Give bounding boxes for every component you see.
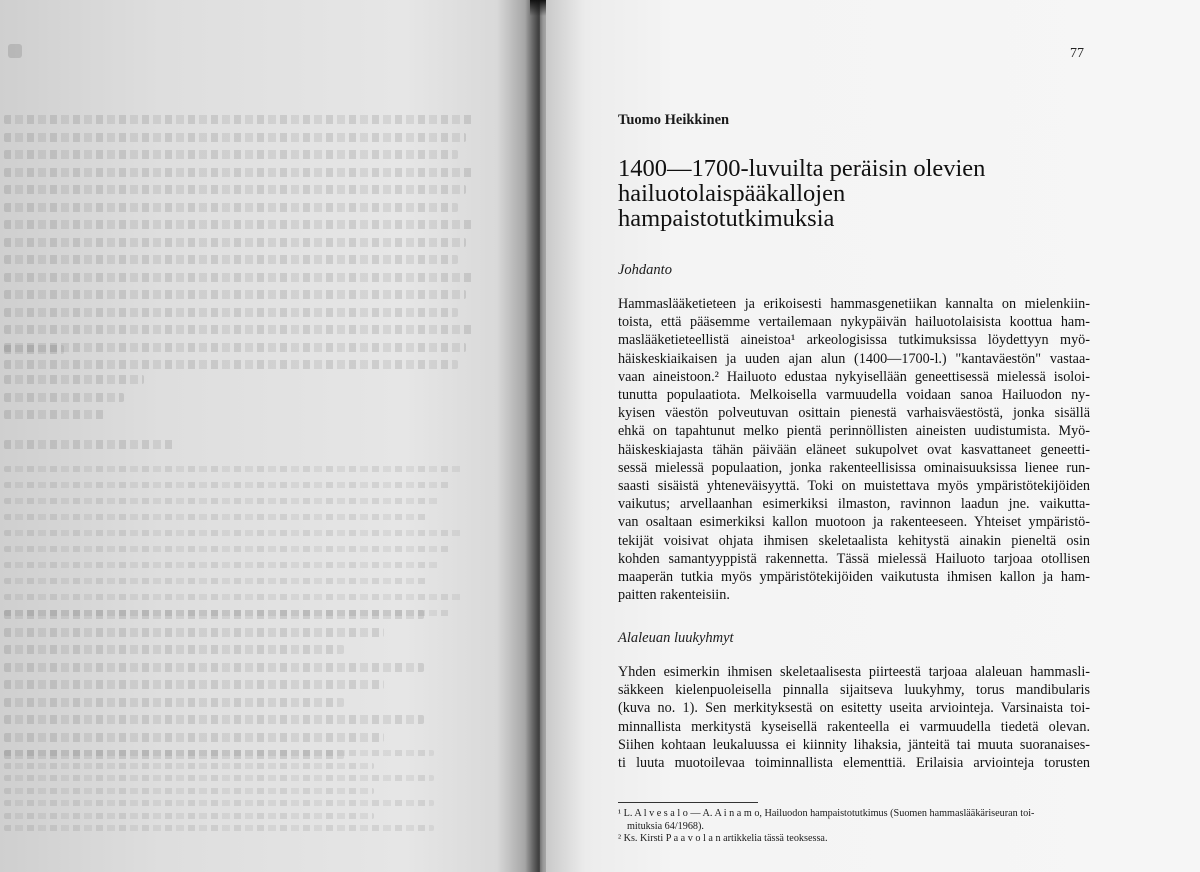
bleed-through-line [4,775,434,781]
bleed-through-line [4,360,458,369]
body-line: säkkeen kielenpuoleisella pinnalla sijaitseva luukyhmy, torus mandibularis [618,682,1090,699]
bleed-through-line [4,150,458,159]
section-heading-alaleuan-luukyhmyt: Alaleuan luukyhmyt [618,630,734,646]
bleed-through-line [4,698,344,707]
bleed-through-line [4,308,458,317]
bleed-through-line [4,482,452,488]
body-line: (kuva no. 1). Sen merkityksestä on esitetty useita arviointeja. Varsinaista toi- [618,700,1090,717]
body-line: sessä mielessä populaation, jonka rakenteellisissa ominaisuuksissa lienee run- [618,459,1090,476]
bleed-through-line [4,800,434,806]
bleed-through-line [4,514,428,520]
body-line: tunutta populaatiota. Melkoisella varmuudella voidaan sanoa Hailuodon ny- [618,387,1090,404]
body-line: vaan aineistoon.² Hailuoto edustaa nykyisellään geneettisessä mielessä isoloi- [618,368,1090,385]
body-line: saasti sisäistä yhteneväisyyttä. Toki on muistettava myös ympäristötekijöiden [618,478,1090,495]
bleed-through-line [4,715,424,724]
footnotes [618,808,1090,846]
bleed-through-line [4,115,474,124]
bleed-through-line [4,825,434,831]
bleed-through-line [4,530,464,536]
bleed-through-line [4,645,344,654]
bleed-through-line [4,628,384,637]
bleed-through-line [4,273,474,282]
bleed-through-line [4,578,428,584]
footnote-line: ¹ L. A l v e s a l o — A. A i n a m o, Hailuodon hampaistotutkimus (Suomen hammaslääkäriseuran toi- [618,808,1035,819]
footnote-line: ² Ks. Kirsti P a a v o l a n artikkelia tässä teoksessa. [618,833,828,844]
body-line: maaperän tutkia myös ympäristötekijöiden vaikutusta ihmisen kallon ja ham- [618,569,1090,586]
bleed-through-line [4,562,440,568]
bleed-through-line [4,393,124,402]
body-line: Yhden esimerkin ihmisen skeletaalisesta piirteestä tarjoaa alaleuan hammasli- [618,664,1090,680]
bleed-through-line [4,375,144,384]
section-heading-johdanto: Johdanto [618,262,672,278]
bleed-through-line [4,546,452,552]
body-line: tekijät voisivat ohjata ihmisen skeletaalista kehitystä ainakin pieneltä osin [618,532,1090,549]
bleed-through-line [4,220,474,229]
body-line: maslääketieteellistä aineistoa¹ arkeologisissa tutkimuksissa löydettyyn myö- [618,332,1090,349]
bleed-through-line [4,238,466,247]
body-line: kohden samantyyppistä rakennetta. Tässä mielessä Hailuoto tarjoaa otollisen [618,550,1090,567]
title-line: 1400—1700-luvuilta peräisin olevien [618,155,986,182]
body-line: ti luuta muotoilevaa toiminnallista elementtiä. Erilaisia arviointeja torusten [618,755,1090,772]
bleed-through-line [4,594,464,600]
footnote-1 [618,808,1090,833]
body-line: Hammaslääketieteen ja erikoisesti hammasgenetiikan kannalta on mielenkiin- [618,296,1090,312]
section-body-johdanto [618,295,1090,604]
page-number: 77 [1070,46,1084,61]
bleed-through-line [4,498,440,504]
body-line: häiskeskiajasta tähän päivään eläneet sukupolvet ovat kasvattaneet geneetti- [618,441,1090,458]
bleed-through-line [4,750,434,756]
footnote-2 [618,833,1090,846]
article-title [618,156,1088,231]
bleed-through-line [4,255,458,264]
bleed-through-line [4,813,374,819]
author-name: Tuomo Heikkinen [618,112,730,128]
bleed-through-line [4,185,466,194]
left-facing-page [0,0,540,872]
bleed-through-line [4,763,374,769]
body-line: häiskeskiaikaisen ja uuden ajan alun (1400—1700-l.) "kantaväestön" vastaa- [618,350,1090,367]
body-line: vaikutus; arvellaanhan esimerkiksi ilmaston, ravinnon laadun jne. vaikutta- [618,496,1090,513]
bleed-through-page-number [8,44,22,58]
bleed-through-line [4,203,458,212]
section-body-alaleuan-luukyhmyt [618,663,1090,772]
bleed-through-line [4,440,174,449]
bleed-through-line [4,290,466,299]
body-line: minnallista merkitystä kyseisellä rakenteella ei varmuudella tiedetä olevan. [618,718,1090,735]
footnote-separator [618,802,758,803]
body-line: paitten rakenteisiin. [618,587,730,604]
bleed-through-line [4,733,384,742]
bleed-through-line [4,345,64,354]
bleed-through-line [4,325,474,334]
body-line: Siihen kohtaan leukaluussa ei kiinnity lihaksia, jänteitä tai muuta suoranaises- [618,736,1090,753]
body-line: ehkä on tapahtunut melko pientä perinnöllisten aineisten uudistumista. Myö- [618,423,1090,440]
bleed-through-line [4,343,466,352]
bleed-through-line [4,610,424,619]
bleed-through-line [4,466,464,472]
body-line: toista, että pääsemme vertailemaan nykypäivän hailuotolaisista koottua ham- [618,314,1090,331]
bleed-through-line [4,168,474,177]
body-line: van osaltaan esimerkiksi kallon muotoon ja rakenteeseen. Yhteiset ympäristö- [618,514,1090,531]
bleed-through-line [4,680,384,689]
footnote-line: mituksia 64/1968). [627,820,704,832]
title-line: hampaistotutkimuksia [618,205,835,232]
bleed-through-line [4,410,104,419]
bleed-through-line [4,788,374,794]
bleed-through-line [4,663,424,672]
body-line: kyisen väestön polveutuvan osittain pienestä varhaisväestöstä, jonka sisällä [618,405,1090,422]
title-line: hailuotolaispääkallojen [618,180,846,207]
bleed-through-line [4,133,466,142]
